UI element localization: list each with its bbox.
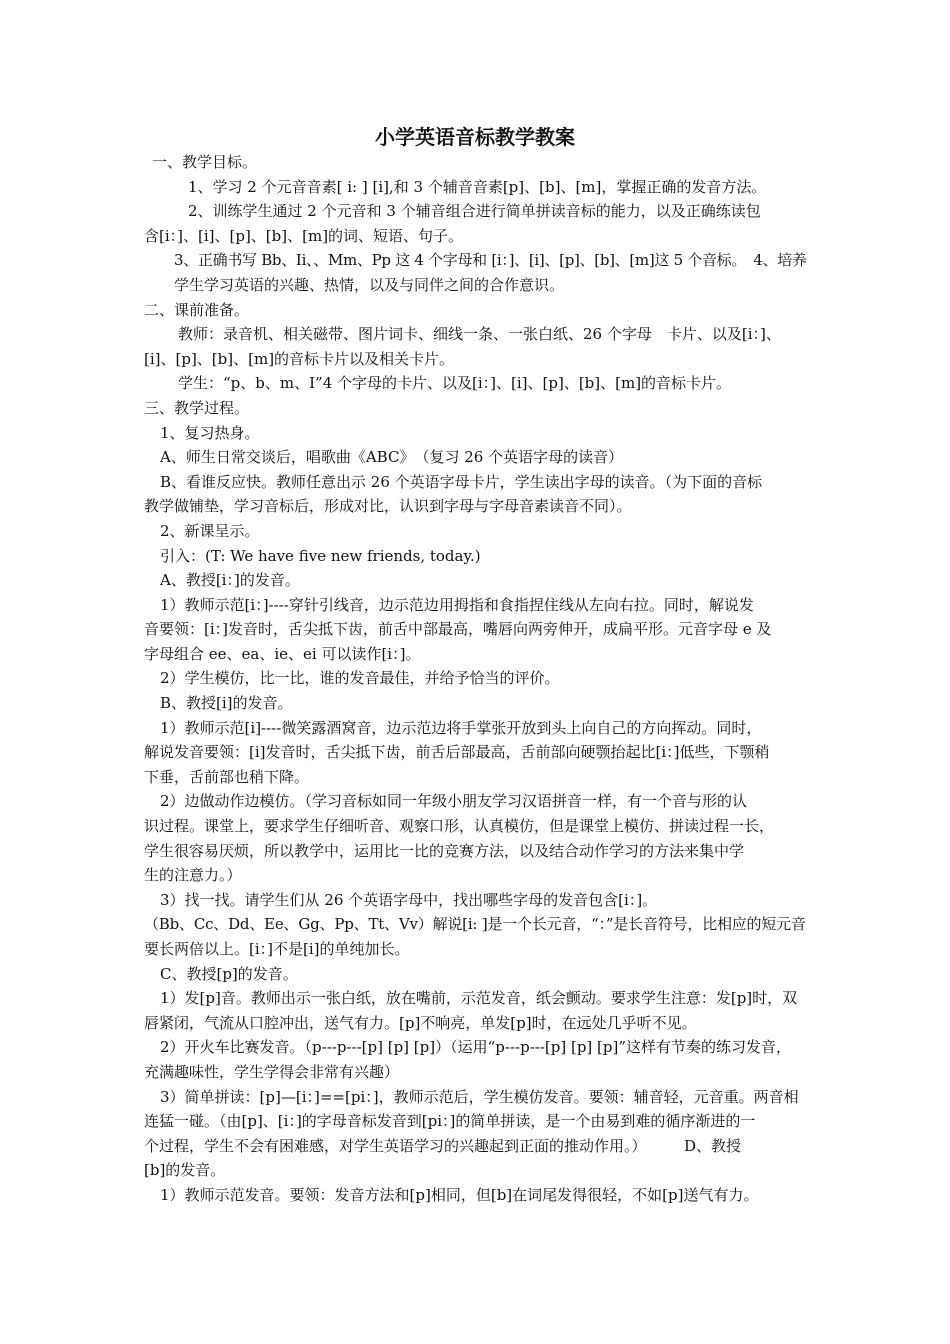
text-line: 要长两倍以上。[i：]不是[i]的单纯加长。: [144, 940, 410, 958]
text-line: 字母组合 ee、ea、ie、ei 可以读作[i：]。: [144, 644, 421, 663]
text-line: 1）教师示范[i]----微笑露酒窝音，边示范边将手掌张开放到头上向自己的方向挥动。同时，: [160, 718, 762, 737]
text-line: [i]、[p]、[b]、[m]的音标卡片以及相关卡片。: [144, 349, 455, 368]
text-line: 1、复习热身。: [160, 423, 260, 442]
text-line: C、教授[p]的发音。: [160, 964, 298, 983]
text-line: 3）简单拼读：[p]—[i：]==[pi：]，教师示范后，学生模仿发音。要领：辅音轻，元音重。两音相: [160, 1087, 799, 1106]
text-line: A、师生日常交谈后，唱歌曲《ABC》 （复习 26 个英语字母的读音）: [160, 448, 624, 467]
text-line: 1、学习 2 个元音音素[ i: ] [i],和 3 个辅音音素[p]、[b]、[m]，掌握正确的发音方法。: [188, 177, 767, 196]
text-line: 2）学生模仿，比一比，谁的发音最佳，并给予恰当的评价。: [160, 669, 560, 688]
text-line: 2、新课呈示。: [160, 521, 260, 540]
text-line: 3、正确书写 Bb、Ii、、Mm、Pp 这 4 个字母和 [i：]、[i]、[p]、[b]、[m]这 5 个音标。 4、培养: [174, 251, 807, 270]
text-line: 教师：录音机、相关磁带、图片词卡、细线一条、一张白纸、26 个字母 卡片、以及[i：]、: [178, 325, 781, 344]
text-line: B、教授[i]的发音。: [160, 694, 293, 713]
text-line: 个过程，学生不会有困难感，对学生英语学习的兴趣起到正面的推动作用。） D、教授: [144, 1136, 742, 1155]
text-line: 一、教学目标。: [152, 153, 258, 171]
text-line: 1）教师示范发音。要领：发音方法和[p]相同，但[b]在词尾发得很轻，不如[p]送气有力。: [160, 1185, 759, 1204]
text-line: A、教授[i：]的发音。: [160, 571, 300, 590]
document-body: [144, 150, 808, 1208]
text-line: 3）找一找。请学生们从 26 个英语字母中，找出哪些字母的发音包含[i：]。: [160, 890, 658, 909]
text-line: 1）发[p]音。教师出示一张白纸，放在嘴前，示范发音，纸会颤动。要求学生注意：发[p]时，双: [160, 989, 798, 1008]
document-title: 小学英语音标教学教案: [375, 125, 575, 149]
text-line: 学生很容易厌烦，所以教学中，运用比一比的竞赛方法，以及结合动作学习的方法来集中学: [144, 841, 745, 860]
text-line: 学生：“p、b、m、I”4 个字母的卡片、以及[i：]、[i]、[p]、[b]、[m]的音标卡片。: [178, 374, 732, 393]
text-line: 学生学习英语的兴趣、热情，以及与同伴之间的合作意识。: [174, 275, 565, 294]
text-line: 教学做铺垫，学习音标后，形成对比，认识到字母与字母音素读音不同）。: [144, 497, 632, 516]
text-line: 2）开火车比赛发音。（p---p---[p] [p] [p]）（运用“p---p---[p] [p] [p]”这样有节奏的练习发音，: [160, 1038, 792, 1057]
text-line: 解说发音要领：[i]发音时，舌尖抵下齿，前舌后部最高，舌前部向硬颚抬起比[i：]低些，下颚稍: [144, 743, 770, 762]
text-line: 识过程。课堂上，要求学生仔细听音、观察口形，认真模仿，但是课堂上模仿、拼读过程一长，: [144, 817, 775, 836]
text-line: （Bb、Cc、Dd、Ee、Gg、Pp、Tt、Vv）解说[i: ]是一个长元音，“：”是长音符号，比相应的短元音: [144, 915, 806, 934]
text-line: 唇紧闭，气流从口腔冲出，送气有力。[p]不响亮，单发[p]时，在远处几乎听不见。: [144, 1013, 697, 1032]
text-line: 1）教师示范[i：]----穿针引线音，边示范边用拇指和食指捏住线从左向右拉。同时，解说发: [160, 595, 754, 614]
text-line: 2）边做动作边模仿。（学习音标如同一年级小朋友学习汉语拼音一样，有一个音与形的认: [160, 792, 748, 811]
text-line: 下垂，舌前部也稍下降。: [144, 767, 310, 786]
text-line: 含[i：]、[i]、[p]、[b]、[m]的词、短语、句子。: [144, 226, 464, 245]
text-line: 生的注意力。）: [144, 866, 242, 885]
text-line: 三、教学过程。: [144, 398, 250, 417]
text-line: 引入：(T: We have five new friends, today.): [160, 546, 481, 565]
text-line: 音要领：[i：]发音时，舌尖抵下齿，前舌中部最高，嘴唇向两旁伸开，成扁平形。元音字母 e 及: [144, 620, 772, 639]
text-line: 二、课前准备。: [144, 300, 250, 319]
text-line: 连猛一碰。（由[p]、[i：]的字母音标发音到[pi：]的简单拼读，是一个由易到难的循序渐进的一: [144, 1112, 756, 1131]
text-line: 充满趣味性，学生学得会非常有兴趣）: [144, 1062, 400, 1081]
text-line: [b]的发音。: [144, 1161, 226, 1180]
text-line: 2、训练学生通过 2 个元音和 3 个辅音组合进行简单拼读音标的能力，以及正确练读包: [188, 202, 761, 221]
text-line: B、看谁反应快。教师任意出示 26 个英语字母卡片，学生读出字母的读音。（为下面的音标: [160, 472, 763, 491]
